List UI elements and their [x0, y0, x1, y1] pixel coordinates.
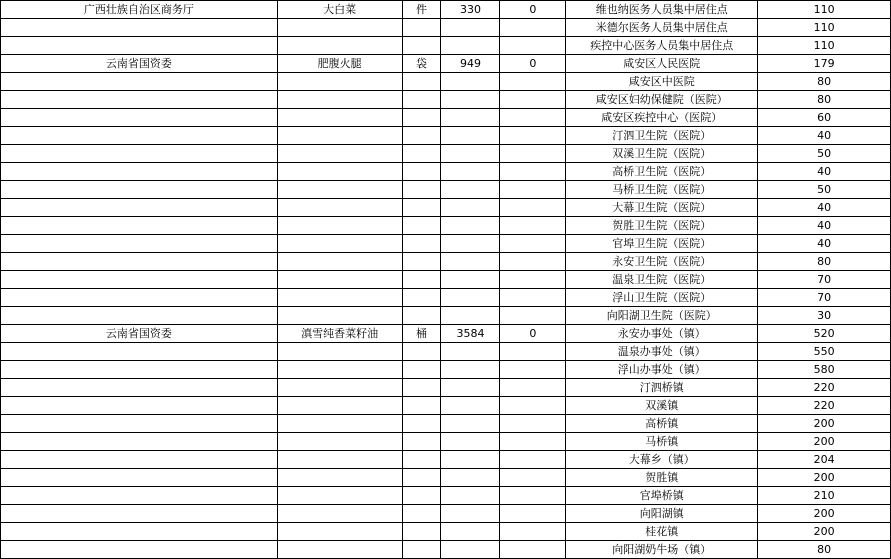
- recipient-cell: 高桥镇: [566, 415, 758, 433]
- product-cell: [277, 91, 402, 109]
- table-row: [1, 1, 891, 19]
- product-cell: [277, 433, 402, 451]
- table-row: [1, 271, 891, 289]
- extra-count-cell: [500, 397, 566, 415]
- unit-cell: [402, 217, 441, 235]
- recipient-cell: 维也纳医务人员集中居住点: [566, 1, 758, 19]
- unit-cell: [402, 253, 441, 271]
- quantity-cell: [441, 109, 500, 127]
- extra-count-cell: [500, 415, 566, 433]
- extra-count-cell: [500, 379, 566, 397]
- table-row: [1, 487, 891, 505]
- allocated-amount-cell: 70: [758, 289, 891, 307]
- donor-org-cell: [1, 163, 278, 181]
- product-cell: [277, 163, 402, 181]
- unit-cell: 桶: [402, 325, 441, 343]
- allocated-amount-cell: 580: [758, 361, 891, 379]
- extra-count-cell: [500, 271, 566, 289]
- donor-org-cell: [1, 109, 278, 127]
- recipient-cell: 贺胜镇: [566, 469, 758, 487]
- extra-count-cell: [500, 235, 566, 253]
- table-row: [1, 163, 891, 181]
- donor-org-cell: [1, 199, 278, 217]
- quantity-cell: [441, 37, 500, 55]
- product-cell: 滇雪纯香菜籽油: [277, 325, 402, 343]
- unit-cell: [402, 127, 441, 145]
- allocated-amount-cell: 550: [758, 343, 891, 361]
- recipient-cell: 温泉办事处（镇）: [566, 343, 758, 361]
- extra-count-cell: [500, 163, 566, 181]
- recipient-cell: 马桥镇: [566, 433, 758, 451]
- extra-count-cell: [500, 343, 566, 361]
- allocated-amount-cell: 80: [758, 541, 891, 559]
- unit-cell: [402, 235, 441, 253]
- product-cell: [277, 541, 402, 559]
- extra-count-cell: [500, 505, 566, 523]
- allocated-amount-cell: 110: [758, 19, 891, 37]
- product-cell: [277, 73, 402, 91]
- quantity-cell: [441, 289, 500, 307]
- quantity-cell: [441, 271, 500, 289]
- table-row: [1, 181, 891, 199]
- allocated-amount-cell: 200: [758, 505, 891, 523]
- donor-org-cell: 云南省国资委: [1, 325, 278, 343]
- table-row: [1, 343, 891, 361]
- quantity-cell: 330: [441, 1, 500, 19]
- unit-cell: [402, 505, 441, 523]
- allocated-amount-cell: 80: [758, 73, 891, 91]
- extra-count-cell: [500, 469, 566, 487]
- recipient-cell: 贺胜卫生院（医院）: [566, 217, 758, 235]
- recipient-cell: 咸安区中医院: [566, 73, 758, 91]
- unit-cell: [402, 37, 441, 55]
- allocated-amount-cell: 179: [758, 55, 891, 73]
- unit-cell: [402, 361, 441, 379]
- recipient-cell: 大幕乡（镇）: [566, 451, 758, 469]
- product-cell: [277, 127, 402, 145]
- quantity-cell: [441, 343, 500, 361]
- table-row: [1, 451, 891, 469]
- extra-count-cell: [500, 541, 566, 559]
- quantity-cell: [441, 307, 500, 325]
- allocated-amount-cell: 40: [758, 199, 891, 217]
- extra-count-cell: [500, 523, 566, 541]
- recipient-cell: 永安卫生院（医院）: [566, 253, 758, 271]
- unit-cell: [402, 451, 441, 469]
- quantity-cell: [441, 163, 500, 181]
- donor-org-cell: [1, 145, 278, 163]
- donor-org-cell: [1, 343, 278, 361]
- product-cell: [277, 235, 402, 253]
- extra-count-cell: [500, 451, 566, 469]
- allocated-amount-cell: 200: [758, 523, 891, 541]
- product-cell: [277, 271, 402, 289]
- donor-org-cell: [1, 361, 278, 379]
- recipient-cell: 咸安区人民医院: [566, 55, 758, 73]
- table-row: [1, 91, 891, 109]
- quantity-cell: [441, 487, 500, 505]
- quantity-cell: [441, 199, 500, 217]
- table-row: [1, 469, 891, 487]
- recipient-cell: 向阳湖卫生院（医院）: [566, 307, 758, 325]
- recipient-cell: 咸安区疾控中心（医院）: [566, 109, 758, 127]
- extra-count-cell: [500, 145, 566, 163]
- unit-cell: [402, 199, 441, 217]
- donor-org-cell: [1, 37, 278, 55]
- product-cell: [277, 19, 402, 37]
- quantity-cell: [441, 505, 500, 523]
- unit-cell: 件: [402, 1, 441, 19]
- donor-org-cell: [1, 541, 278, 559]
- allocated-amount-cell: 30: [758, 307, 891, 325]
- allocated-amount-cell: 50: [758, 145, 891, 163]
- extra-count-cell: [500, 19, 566, 37]
- allocated-amount-cell: 80: [758, 91, 891, 109]
- recipient-cell: 温泉卫生院（医院）: [566, 271, 758, 289]
- extra-count-cell: [500, 253, 566, 271]
- table-row: [1, 253, 891, 271]
- table-row: [1, 379, 891, 397]
- unit-cell: [402, 271, 441, 289]
- product-cell: [277, 307, 402, 325]
- product-cell: [277, 217, 402, 235]
- quantity-cell: [441, 379, 500, 397]
- unit-cell: [402, 307, 441, 325]
- extra-count-cell: 0: [500, 1, 566, 19]
- table-row: [1, 73, 891, 91]
- donor-org-cell: [1, 253, 278, 271]
- extra-count-cell: 0: [500, 55, 566, 73]
- allocated-amount-cell: 220: [758, 379, 891, 397]
- recipient-cell: 高桥卫生院（医院）: [566, 163, 758, 181]
- product-cell: [277, 145, 402, 163]
- allocated-amount-cell: 204: [758, 451, 891, 469]
- table-row: [1, 127, 891, 145]
- quantity-cell: [441, 181, 500, 199]
- table-row: [1, 199, 891, 217]
- unit-cell: [402, 469, 441, 487]
- table-row: [1, 217, 891, 235]
- quantity-cell: [441, 91, 500, 109]
- extra-count-cell: [500, 307, 566, 325]
- allocated-amount-cell: 110: [758, 1, 891, 19]
- quantity-cell: [441, 235, 500, 253]
- recipient-cell: 向阳湖镇: [566, 505, 758, 523]
- donor-org-cell: [1, 127, 278, 145]
- table-row: [1, 541, 891, 559]
- unit-cell: [402, 379, 441, 397]
- donor-org-cell: [1, 379, 278, 397]
- recipient-cell: 马桥卫生院（医院）: [566, 181, 758, 199]
- product-cell: [277, 109, 402, 127]
- donor-org-cell: [1, 289, 278, 307]
- quantity-cell: [441, 397, 500, 415]
- donor-org-cell: [1, 19, 278, 37]
- table-row: [1, 109, 891, 127]
- unit-cell: [402, 145, 441, 163]
- allocated-amount-cell: 200: [758, 433, 891, 451]
- quantity-cell: [441, 469, 500, 487]
- allocated-amount-cell: 520: [758, 325, 891, 343]
- quantity-cell: [441, 451, 500, 469]
- unit-cell: [402, 289, 441, 307]
- allocated-amount-cell: 40: [758, 163, 891, 181]
- donor-org-cell: [1, 451, 278, 469]
- allocated-amount-cell: 50: [758, 181, 891, 199]
- allocated-amount-cell: 200: [758, 415, 891, 433]
- table-body: [1, 1, 891, 559]
- donor-org-cell: 云南省国资委: [1, 55, 278, 73]
- recipient-cell: 汀泗卫生院（医院）: [566, 127, 758, 145]
- table-row: [1, 325, 891, 343]
- recipient-cell: 浮山办事处（镇）: [566, 361, 758, 379]
- unit-cell: [402, 397, 441, 415]
- allocated-amount-cell: 40: [758, 127, 891, 145]
- extra-count-cell: [500, 487, 566, 505]
- extra-count-cell: [500, 127, 566, 145]
- extra-count-cell: [500, 199, 566, 217]
- unit-cell: [402, 343, 441, 361]
- unit-cell: [402, 73, 441, 91]
- unit-cell: [402, 19, 441, 37]
- allocated-amount-cell: 40: [758, 235, 891, 253]
- quantity-cell: [441, 253, 500, 271]
- unit-cell: [402, 91, 441, 109]
- product-cell: [277, 523, 402, 541]
- recipient-cell: 双溪镇: [566, 397, 758, 415]
- product-cell: [277, 379, 402, 397]
- extra-count-cell: [500, 109, 566, 127]
- quantity-cell: 949: [441, 55, 500, 73]
- extra-count-cell: 0: [500, 325, 566, 343]
- product-cell: [277, 361, 402, 379]
- donor-org-cell: [1, 181, 278, 199]
- table-row: [1, 55, 891, 73]
- product-cell: [277, 289, 402, 307]
- donor-org-cell: [1, 271, 278, 289]
- extra-count-cell: [500, 433, 566, 451]
- product-cell: [277, 415, 402, 433]
- extra-count-cell: [500, 73, 566, 91]
- quantity-cell: [441, 127, 500, 145]
- table-row: [1, 397, 891, 415]
- allocated-amount-cell: 110: [758, 37, 891, 55]
- donor-org-cell: [1, 487, 278, 505]
- recipient-cell: 桂花镇: [566, 523, 758, 541]
- table-row: [1, 37, 891, 55]
- recipient-cell: 大幕卫生院（医院）: [566, 199, 758, 217]
- donor-org-cell: [1, 397, 278, 415]
- table-row: [1, 235, 891, 253]
- table-row: [1, 523, 891, 541]
- allocated-amount-cell: 80: [758, 253, 891, 271]
- allocated-amount-cell: 60: [758, 109, 891, 127]
- donor-org-cell: [1, 217, 278, 235]
- table-row: [1, 289, 891, 307]
- recipient-cell: 米德尔医务人员集中居住点: [566, 19, 758, 37]
- extra-count-cell: [500, 37, 566, 55]
- table-row: [1, 361, 891, 379]
- product-cell: [277, 469, 402, 487]
- recipient-cell: 永安办事处（镇）: [566, 325, 758, 343]
- product-cell: 肥腹火腿: [277, 55, 402, 73]
- quantity-cell: [441, 19, 500, 37]
- recipient-cell: 双溪卫生院（医院）: [566, 145, 758, 163]
- product-cell: [277, 37, 402, 55]
- unit-cell: [402, 181, 441, 199]
- recipient-cell: 向阳湖奶牛场（镇）: [566, 541, 758, 559]
- product-cell: [277, 397, 402, 415]
- table-row: [1, 307, 891, 325]
- donor-org-cell: [1, 469, 278, 487]
- recipient-cell: 官埠桥镇: [566, 487, 758, 505]
- quantity-cell: [441, 415, 500, 433]
- extra-count-cell: [500, 91, 566, 109]
- product-cell: [277, 181, 402, 199]
- quantity-cell: [441, 145, 500, 163]
- quantity-cell: [441, 523, 500, 541]
- quantity-cell: 3584: [441, 325, 500, 343]
- table-row: [1, 415, 891, 433]
- donor-org-cell: [1, 307, 278, 325]
- quantity-cell: [441, 217, 500, 235]
- recipient-cell: 官埠卫生院（医院）: [566, 235, 758, 253]
- product-cell: [277, 253, 402, 271]
- allocated-amount-cell: 70: [758, 271, 891, 289]
- unit-cell: [402, 541, 441, 559]
- donor-org-cell: [1, 415, 278, 433]
- extra-count-cell: [500, 361, 566, 379]
- product-cell: [277, 199, 402, 217]
- unit-cell: [402, 415, 441, 433]
- allocated-amount-cell: 210: [758, 487, 891, 505]
- donor-org-cell: [1, 235, 278, 253]
- donor-org-cell: [1, 73, 278, 91]
- unit-cell: [402, 487, 441, 505]
- recipient-cell: 咸安区妇幼保健院（医院）: [566, 91, 758, 109]
- donor-org-cell: [1, 433, 278, 451]
- table-row: [1, 433, 891, 451]
- donor-org-cell: [1, 505, 278, 523]
- table-row: [1, 505, 891, 523]
- allocated-amount-cell: 40: [758, 217, 891, 235]
- extra-count-cell: [500, 289, 566, 307]
- unit-cell: [402, 163, 441, 181]
- quantity-cell: [441, 73, 500, 91]
- recipient-cell: 疾控中心医务人员集中居住点: [566, 37, 758, 55]
- extra-count-cell: [500, 181, 566, 199]
- allocated-amount-cell: 200: [758, 469, 891, 487]
- donor-org-cell: [1, 91, 278, 109]
- donor-org-cell: [1, 523, 278, 541]
- extra-count-cell: [500, 217, 566, 235]
- recipient-cell: 汀泗桥镇: [566, 379, 758, 397]
- table-row: [1, 19, 891, 37]
- quantity-cell: [441, 361, 500, 379]
- unit-cell: [402, 433, 441, 451]
- unit-cell: 袋: [402, 55, 441, 73]
- product-cell: [277, 451, 402, 469]
- product-cell: [277, 487, 402, 505]
- donor-org-cell: 广西壮族自治区商务厅: [1, 1, 278, 19]
- unit-cell: [402, 109, 441, 127]
- quantity-cell: [441, 433, 500, 451]
- recipient-cell: 浮山卫生院（医院）: [566, 289, 758, 307]
- table-row: [1, 145, 891, 163]
- product-cell: [277, 343, 402, 361]
- allocated-amount-cell: 220: [758, 397, 891, 415]
- product-cell: 大白菜: [277, 1, 402, 19]
- unit-cell: [402, 523, 441, 541]
- quantity-cell: [441, 541, 500, 559]
- product-cell: [277, 505, 402, 523]
